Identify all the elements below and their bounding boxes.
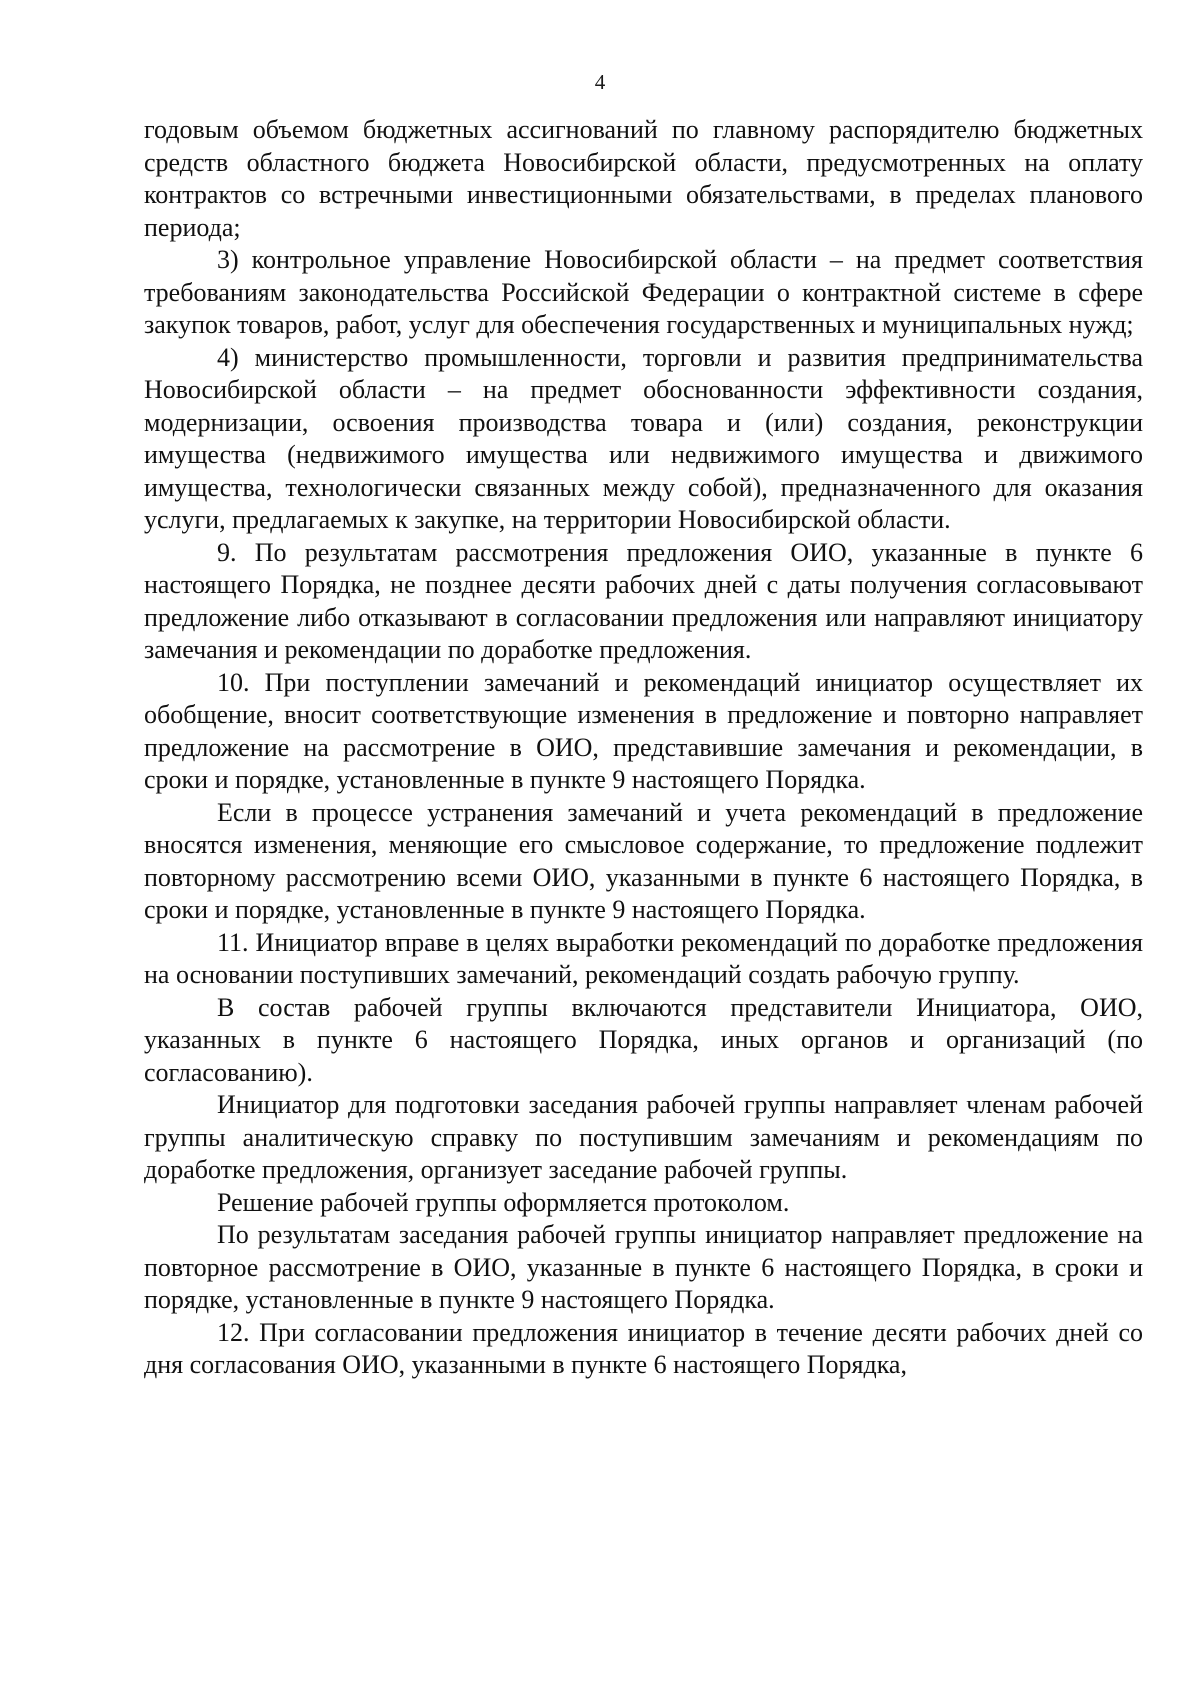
paragraph-item-3-control-department: 3) контрольное управление Новосибирской области – на предмет соответствия требованиям законодательства Российской Федерации о контрактной системе в сфере закупок товаров, работ, услуг для обеспечения государственных и муниципальных нужд; <box>144 245 1143 339</box>
paragraph-working-group-decision: Решение рабочей группы оформляется протоколом. <box>217 1187 790 1217</box>
paragraph-working-group-composition: В состав рабочей группы включаются представители Инициатора, ОИО, указанных в пункте 6 настоящего Порядка, иных органов и организаций (по согласованию). <box>144 992 1143 1087</box>
page-number: 4 <box>594 70 606 94</box>
paragraph-clause-10: 10. При поступлении замечаний и рекомендаций инициатор осуществляет их обобщение, вносит соответствующие изменения в предложение и повторно направляет предложение на рассмотрение в ОИО, представившие замечания и рекомендации, в сроки и порядке, установленные в пункте 9 настоящего Порядка. <box>144 667 1143 794</box>
paragraph-clause-10-changes: Если в процессе устранения замечаний и учета рекомендаций в предложение вносятся изменения, меняющие его смысловое содержание, то предложение подлежит повторному рассмотрению всеми ОИО, указанными в пункте 6 настоящего Порядка, в сроки и порядке, установленные в пункте 9 настоящего Порядка. <box>144 797 1143 924</box>
paragraph-clause-9: 9. По результатам рассмотрения предложения ОИО, указанные в пункте 6 настоящего Порядка, не позднее десяти рабочих дней с даты получения согласовывают предложение либо отказывают в согласовании предложения или направляют инициатору замечания и рекомендации по доработке предложения. <box>144 537 1143 664</box>
document-body <box>144 114 1143 1382</box>
paragraph-budget-continuation: годовым объемом бюджетных ассигнований по главному распорядителю бюджетных средств областного бюджета Новосибирской области, предусмотренных на оплату контрактов со встречными инвестиционными обязательствами, в пределах планового периода; <box>144 115 1143 242</box>
paragraph-repeat-review: По результатам заседания рабочей группы инициатор направляет предложение на повторное рассмотрение в ОИО, указанные в пункте 6 настоящего Порядка, в сроки и порядке, установленные в пункте 9 настоящего Порядка. <box>144 1220 1143 1314</box>
paragraph-working-group-meeting: Инициатор для подготовки заседания рабочей группы направляет членам рабочей группы аналитическую справку по поступившим замечаниям и рекомендациям по доработке предложения, организует заседание рабочей группы. <box>144 1090 1143 1184</box>
paragraph-item-4-ministry-industry: 4) министерство промышленности, торговли и развития предпринимательства Новосибирской области – на предмет обоснованности эффективности создания, модернизации, освоения производства товара и (или) создания, реконструкции имущества (недвижимого имущества или недвижимого имущества и движимого имущества, технологически связанных между собой), предназначенного для оказания услуги, предлагаемых к закупке, на территории Новосибирской области. <box>144 342 1143 534</box>
paragraph-clause-11: 11. Инициатор вправе в целях выработки рекомендаций по доработке предложения на основании поступивших замечаний, рекомендаций создать рабочую группу. <box>144 927 1143 989</box>
paragraph-clause-12: 12. При согласовании предложения инициатор в течение десяти рабочих дней со дня согласования ОИО, указанными в пункте 6 настоящего Порядка, <box>144 1317 1143 1379</box>
